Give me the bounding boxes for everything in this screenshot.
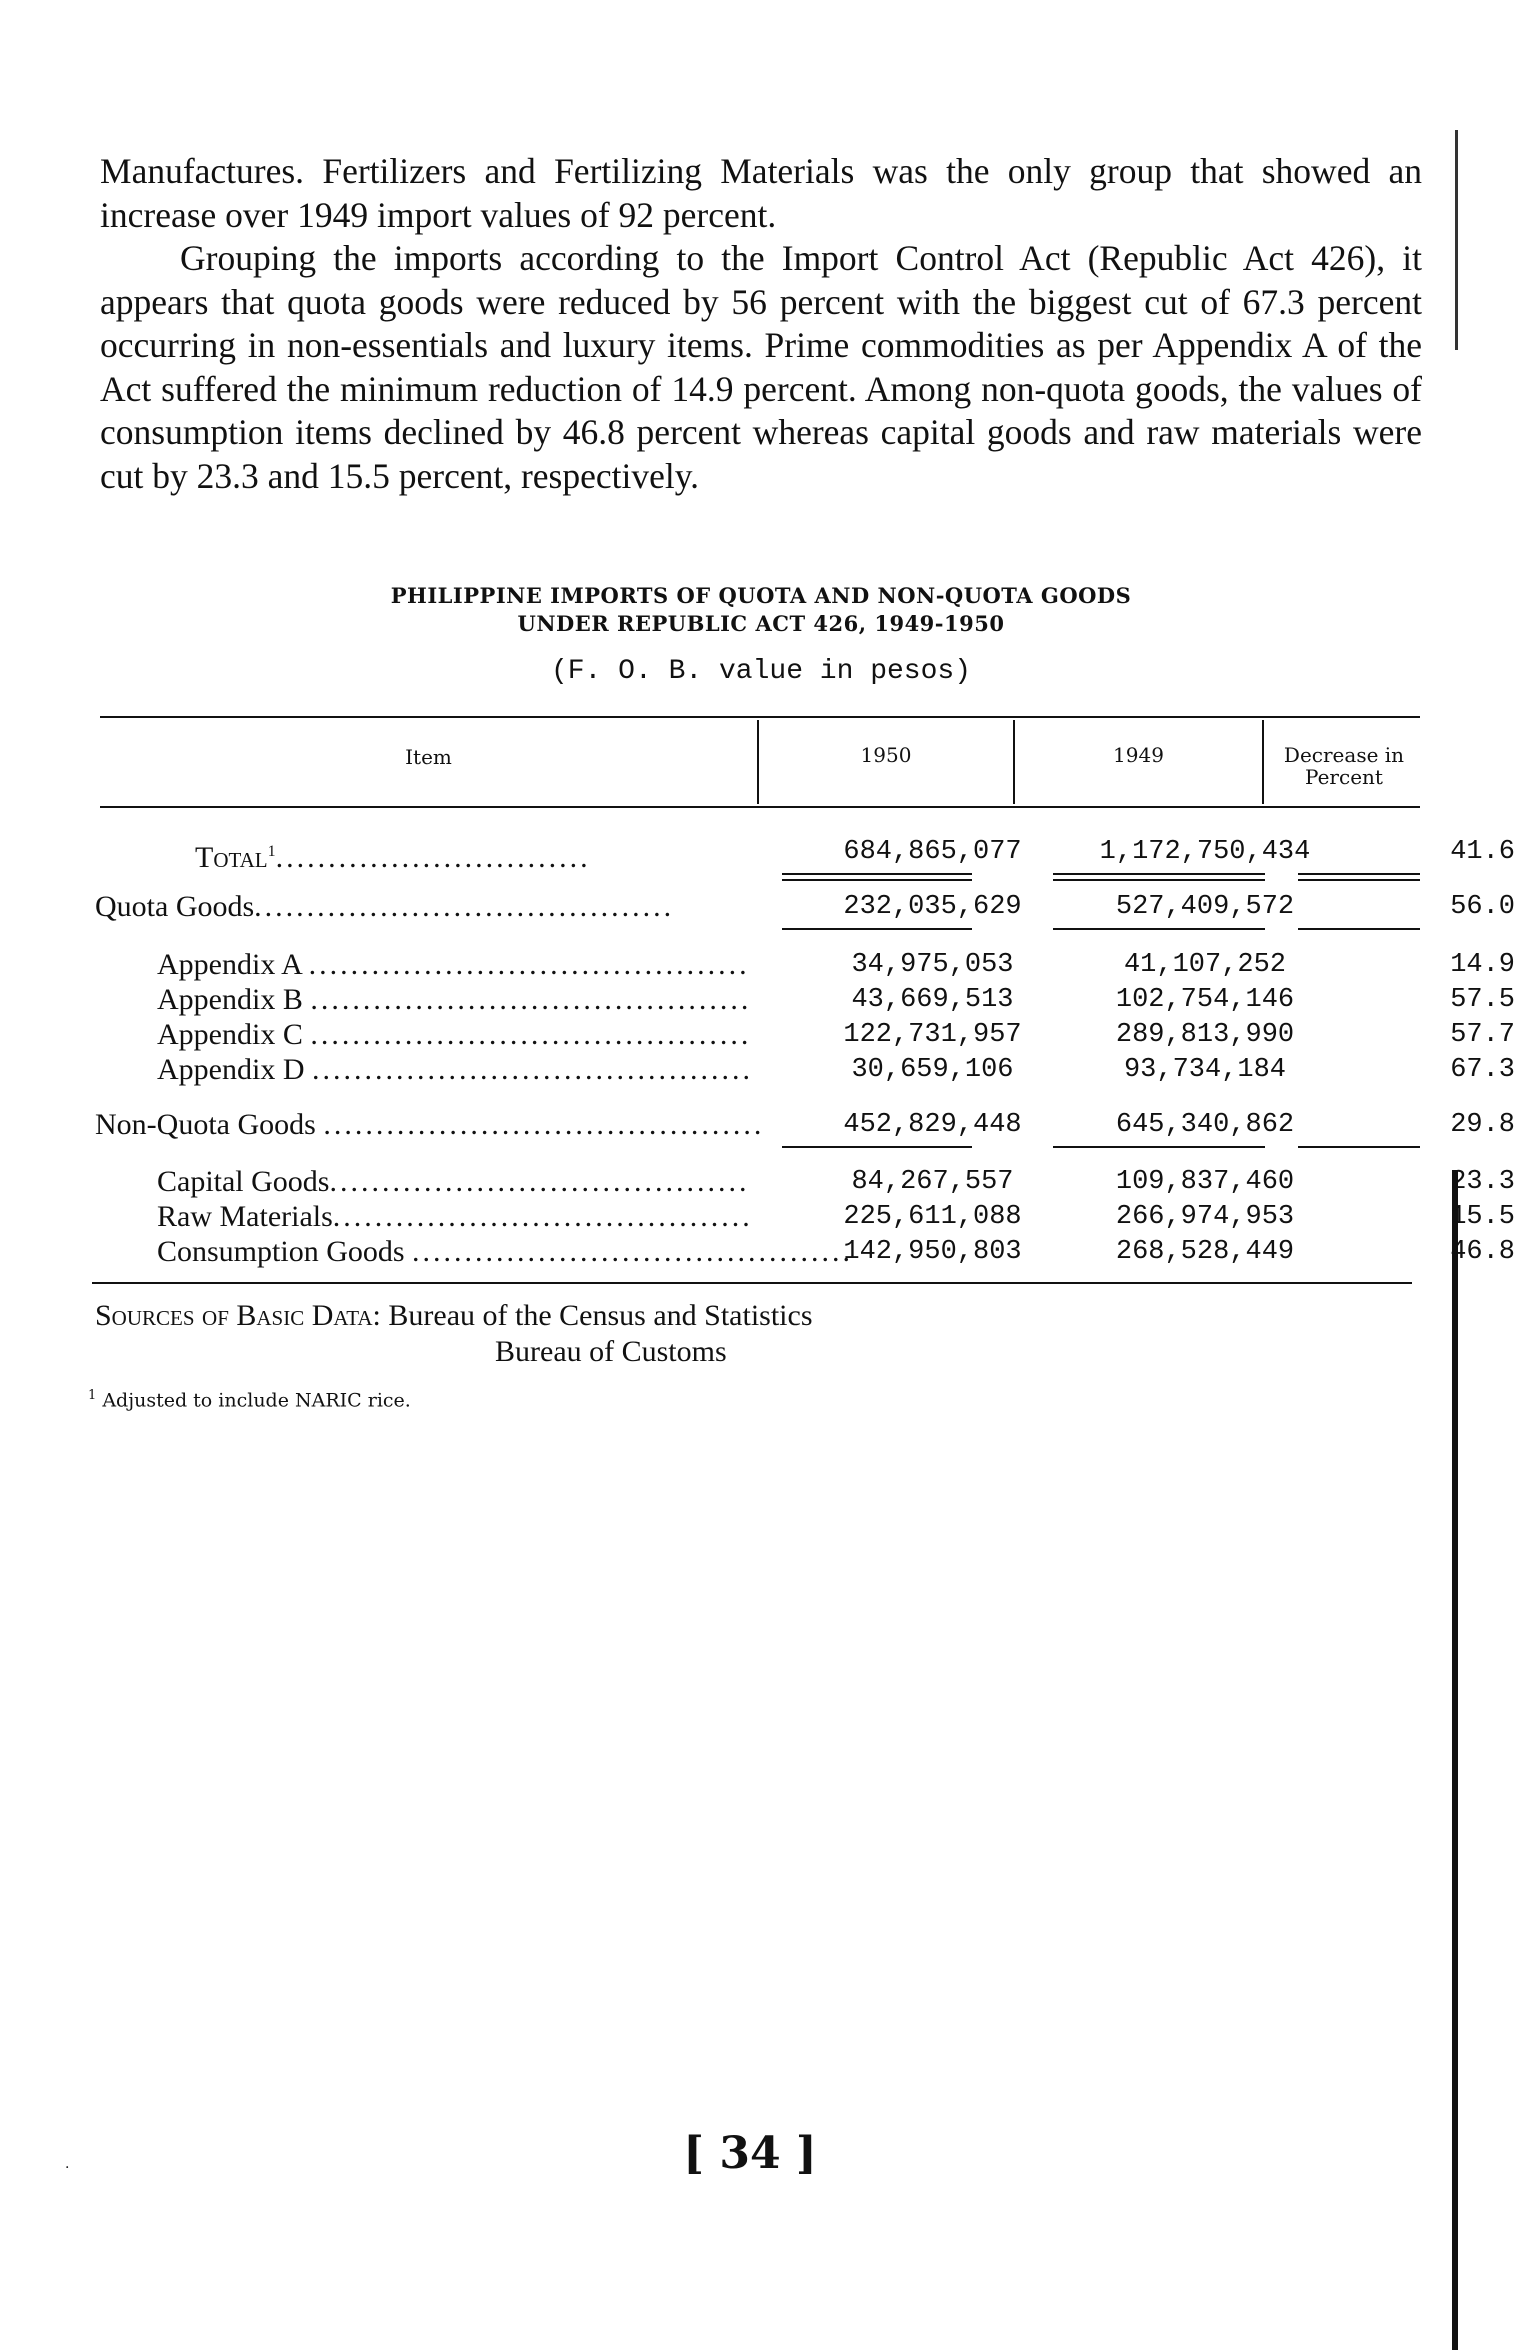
value-1950: 30,659,106	[851, 1055, 1014, 1085]
table-title-line2: UNDER REPUBLIC ACT 426, 1949-1950	[517, 611, 1005, 636]
header-decrease-line1: Decrease in	[1283, 743, 1405, 767]
table-subtitle: (F. O. B. value in pesos)	[550, 656, 972, 687]
table-row	[95, 1053, 1515, 1087]
scan-speck: ·	[65, 2160, 70, 2176]
footnote	[88, 1388, 411, 1411]
value-1949: 266,974,953	[1115, 1202, 1295, 1232]
value-pct: 46.8	[1450, 1237, 1515, 1267]
row-label: Appendix B ..........................................	[157, 983, 752, 1016]
row-label: Total$^1$..............................	[195, 841, 591, 874]
value-pct: 23.3	[1450, 1167, 1515, 1197]
underline	[1053, 873, 1265, 875]
value-pct: 29.8	[1450, 1110, 1515, 1140]
row-label: Quota Goods........................................	[95, 890, 675, 923]
sources-customs: Bureau of Customs	[495, 1335, 727, 1368]
table-row	[95, 1108, 1515, 1142]
value-1950: 43,669,513	[851, 985, 1014, 1015]
footnote-mark: 1	[267, 843, 276, 860]
table-header-rule	[100, 806, 1420, 808]
table-row	[95, 983, 1515, 1017]
underline	[782, 879, 972, 881]
value-1950: 84,267,557	[851, 1167, 1014, 1197]
table-top-rule	[100, 716, 1420, 718]
row-label-text: Raw Materials	[157, 1200, 333, 1233]
body-text	[100, 150, 1422, 498]
row-label: Appendix C ..........................................	[157, 1018, 752, 1051]
table-row	[95, 1200, 1515, 1234]
footnote-text: Adjusted to include NARIC rice.	[102, 1389, 411, 1412]
value-1949: 527,409,572	[1115, 892, 1295, 922]
value-1949: 93,734,184	[1123, 1055, 1287, 1085]
row-label: Appendix A ..........................................	[157, 948, 750, 981]
row-label: Raw Materials........................................	[157, 1200, 753, 1233]
row-label-text: Quota Goods	[95, 890, 255, 923]
header-1950: 1950	[860, 743, 912, 767]
value-1949: 41,107,252	[1123, 950, 1287, 980]
value-pct: 56.0	[1450, 892, 1515, 922]
row-label-text: Appendix B	[157, 983, 303, 1016]
underline	[1298, 873, 1420, 875]
row-label-text: Non-Quota Goods	[95, 1108, 316, 1141]
value-1949: 268,528,449	[1115, 1237, 1295, 1267]
underline	[782, 873, 972, 875]
page-number: [ 34 ]	[683, 2128, 817, 2179]
table-row	[95, 1235, 1515, 1269]
value-1950: 225,611,088	[843, 1202, 1022, 1232]
table-row	[95, 890, 1515, 924]
value-1950: 684,865,077	[843, 837, 1022, 867]
value-1950: 122,731,957	[843, 1020, 1022, 1050]
value-1949: 109,837,460	[1115, 1167, 1295, 1197]
footnote-mark: 1	[88, 1388, 97, 1403]
header-item: Item	[405, 745, 452, 769]
table-row	[95, 835, 1515, 874]
table-bottom-rule	[92, 1282, 1412, 1284]
value-1950: 34,975,053	[851, 950, 1014, 980]
row-label: Non-Quota Goods ..........................................	[95, 1108, 765, 1141]
row-label-text: Appendix C	[157, 1018, 303, 1051]
value-pct: 57.7	[1450, 1020, 1515, 1050]
header-decrease-line2: Percent	[1305, 765, 1383, 789]
value-pct: 15.5	[1450, 1202, 1515, 1232]
scan-edge	[1452, 1170, 1458, 2350]
row-label: Appendix D ..........................................	[157, 1053, 753, 1086]
header-decrease	[1264, 744, 1424, 788]
table-title-line1: PHILIPPINE IMPORTS OF QUOTA AND NON-QUOTA GOODS	[390, 583, 1132, 608]
row-label-text: Appendix D	[157, 1053, 305, 1086]
row-label-text: Consumption Goods	[157, 1235, 405, 1268]
value-1950: 232,035,629	[843, 892, 1022, 922]
row-label: Consumption Goods ..........................................	[157, 1235, 854, 1268]
value-1950: 452,829,448	[843, 1110, 1022, 1140]
underline	[782, 928, 972, 930]
row-label-text: Appendix A	[157, 948, 302, 981]
underline	[1298, 879, 1420, 881]
paragraph-2: Grouping the imports according to the Import Control Act (Republic Act 426), it appears that quota goods were reduced by 56 percent with the biggest cut of 67.3 percent occurring in non-essentials and luxury items. Prime commodities as per Appendix A of the Act suffered the minimum reduction of 14.9 percent. Among non-quota goods, the values of consumption items declined by 46.8 percent whereas capital goods and raw materials were cut by 23.3 and 15.5 percent, respectively.	[100, 238, 1422, 496]
underline	[782, 1146, 972, 1148]
row-label: Capital Goods........................................	[157, 1165, 750, 1198]
row-label-text: Capital Goods	[157, 1165, 330, 1198]
value-pct: 14.9	[1450, 950, 1515, 980]
underline	[1298, 1146, 1420, 1148]
underline	[1298, 928, 1420, 930]
sources-line1	[95, 1298, 813, 1334]
value-pct: 57.5	[1450, 985, 1515, 1015]
value-1949: 645,340,862	[1115, 1110, 1295, 1140]
underline	[1053, 879, 1265, 881]
underline	[1053, 1146, 1265, 1148]
underline	[1053, 928, 1265, 930]
value-1950: 142,950,803	[843, 1237, 1022, 1267]
table-row	[95, 1018, 1515, 1052]
sources-census: Bureau of the Census and Statistics	[388, 1299, 813, 1332]
value-1949: 102,754,146	[1115, 985, 1295, 1015]
sources	[95, 1298, 813, 1370]
sources-label: Sources of Basic Data:	[95, 1299, 381, 1332]
header-1949: 1949	[1113, 743, 1164, 767]
value-pct: 67.3	[1450, 1055, 1515, 1085]
table-row	[95, 1165, 1515, 1199]
paragraph-1: Manufactures. Fertilizers and Fertilizing Materials was the only group that showed an increase over 1949 import values of 92 percent.	[100, 151, 1422, 235]
value-1949: 289,813,990	[1115, 1020, 1295, 1050]
row-label-text: Total	[195, 841, 268, 874]
value-1949: 1,172,750,434	[1099, 837, 1311, 867]
table-row	[95, 948, 1515, 982]
scan-edge-top	[1455, 130, 1458, 350]
value-pct: 41.6	[1450, 837, 1515, 867]
